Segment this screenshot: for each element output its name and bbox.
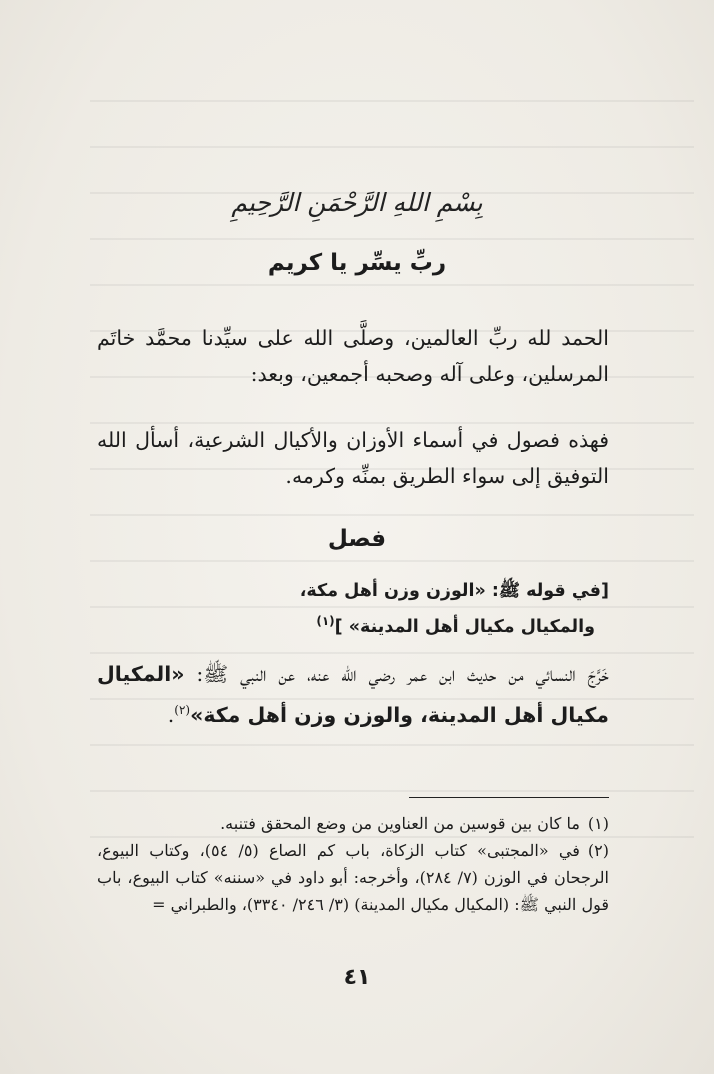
footnote-text: في «المجتبى» كتاب الزكاة، باب كم الصاع (٥/ ٥٤)، وكتاب البيوع، الرجحان في الوزن (٧/ ٢٨٤)، وأخرجه: أبو داود في «سننه» كتاب البيوع، باب قول النبي ﷺ: (المكيال مكيال المدينة) (٣/ ٢٤٦/ ٣٣٤٠)، والطبراني = xyxy=(97,841,610,914)
footnote-text: ما كان بين قوسين من العناوين من وضع المحقق فتنبه. xyxy=(220,814,580,833)
footnote-ref-2: (٢) xyxy=(174,703,191,717)
footnote-number: (٢) xyxy=(587,841,610,860)
purpose-paragraph xyxy=(97,422,609,494)
basmala: بِسْمِ اللهِ الرَّحْمَنِ الرَّحِيمِ xyxy=(231,188,483,217)
hadith-end: . xyxy=(167,702,175,727)
intro-paragraph xyxy=(97,320,609,392)
hadith-paragraph xyxy=(97,656,609,733)
hadith-quote: «المكيال مكيال أهل المدينة، والوزن وزن أهل مكة» xyxy=(97,662,609,727)
intro-text: الحمد لله ربِّ العالمين، وصلَّى الله على سيِّدنا محمَّد خاتَم المرسلين، وعلى آله وصحبه أجمعين، وبعد: xyxy=(97,326,609,386)
section-heading-line1: [في قوله ﷺ: «الوزن وزن أهل مكة، xyxy=(299,581,609,601)
purpose-text: فهذه فصول في أسماء الأوزان والأكيال الشرعية، أسأل الله التوفيق إلى سواء الطريق بمنِّه وكرمه. xyxy=(97,428,609,488)
page-number: ٤١ xyxy=(343,965,371,990)
footnotes xyxy=(97,810,609,918)
hadith-intro: خَرَّجَ النسائي من حديث ابن عمر رضي الله عنه، عن النبي ﷺ: xyxy=(184,662,609,686)
footnote-1 xyxy=(97,810,609,837)
footnote-ref-1: (١) xyxy=(316,614,335,628)
opening-invocation: ربِّ يسِّر يا كريم xyxy=(267,250,447,276)
footnote-divider xyxy=(409,797,609,798)
heading-line2-text: والمكيال مكيال أهل المدينة» ] xyxy=(334,616,595,637)
hadith-text xyxy=(97,656,609,733)
footnote-number: (١) xyxy=(587,814,609,833)
footnote-2 xyxy=(97,837,609,918)
section-heading-line2 xyxy=(97,614,609,637)
section-title: فصل xyxy=(327,526,387,552)
